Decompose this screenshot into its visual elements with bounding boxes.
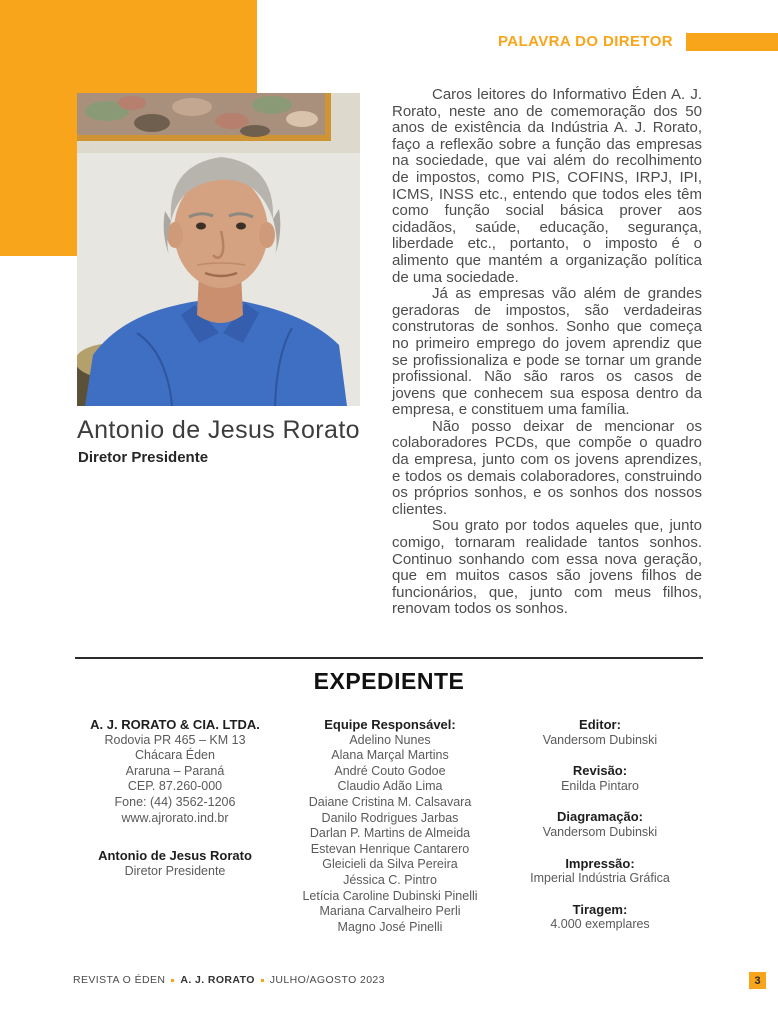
credit-value: Vandersom Dubinski bbox=[542, 732, 658, 747]
company-address-line: CEP. 87.260-000 bbox=[127, 779, 223, 794]
company-address-line: Chácara Éden bbox=[135, 748, 215, 763]
credit-revisao bbox=[505, 763, 695, 794]
decorative-header-bar bbox=[686, 33, 778, 51]
expediente-title: EXPEDIENTE bbox=[313, 668, 465, 694]
page-number-badge bbox=[749, 972, 766, 989]
company-info-column bbox=[70, 717, 280, 879]
director-name: Antonio de Jesus Rorato bbox=[98, 848, 252, 864]
team-member: Magno José Pinelli bbox=[337, 919, 443, 934]
portrait-photo bbox=[77, 93, 360, 406]
footer-separator-dot bbox=[171, 979, 174, 982]
credit-tiragem bbox=[505, 902, 695, 933]
team-member: Gleicieli da Silva Pereira bbox=[322, 857, 458, 872]
footer-brand: A. J. RORATO bbox=[180, 974, 255, 986]
section-divider bbox=[75, 657, 703, 659]
page-number: 3 bbox=[754, 974, 761, 987]
company-website: www.ajrorato.ind.br bbox=[121, 810, 229, 825]
credit-value: Vandersom Dubinski bbox=[542, 824, 658, 839]
paragraph: Sou grato por todos aqueles que, junto comigo, tornaram realidade tantos sonhos. Continuo sonhando com essa nova geração, que em muitos casos são jovens filhos de funcionários, que, junto com meus filhos, renovam todos os sonhos. bbox=[392, 517, 702, 618]
footer bbox=[73, 974, 385, 986]
caption-role: Diretor Presidente bbox=[78, 449, 209, 466]
company-address-line: Rodovia PR 465 – KM 13 bbox=[104, 732, 246, 747]
company-address-line: Araruna – Paraná bbox=[125, 763, 225, 778]
credit-value: Imperial Indústria Gráfica bbox=[530, 871, 670, 886]
team-member: Darlan P. Martins de Almeida bbox=[309, 826, 471, 841]
team-member: Mariana Carvalheiro Perli bbox=[319, 904, 461, 919]
tapestry-frame bbox=[77, 93, 331, 141]
credit-label: Revisão: bbox=[572, 763, 628, 779]
team-member: André Couto Godoe bbox=[334, 763, 446, 778]
portrait-illustration bbox=[77, 93, 360, 406]
credit-editor bbox=[505, 717, 695, 748]
credit-label: Diagramação: bbox=[557, 809, 643, 825]
footer-separator-dot bbox=[261, 979, 264, 982]
credits-column bbox=[505, 717, 695, 948]
credit-value: Enilda Pintaro bbox=[561, 778, 639, 793]
team-member: Letícia Caroline Dubinski Pinelli bbox=[302, 888, 478, 903]
team-member: Adelino Nunes bbox=[349, 732, 431, 747]
team-member: Daiane Cristina M. Calsavara bbox=[308, 794, 472, 809]
credit-value: 4.000 exemplares bbox=[550, 917, 650, 932]
team-title: Equipe Responsável: bbox=[324, 717, 456, 732]
paragraph: Caros leitores do Informativo Éden A. J. Rorato, neste ano de comemoração dos 50 anos de existência da Indústria A. J. Rorato, faço a reflexão sobre a função das empresas na sociedade, que vai além do recolhimento de impostos, como PIS, COFINS, IRPJ, IPI, ICMS, INSS etc., entendo que todos eles têm como função social básica prover aos cidadãos, saúde, educação, segurança, liberdade etc., portanto, o imposto é o alimento que mantém a organização política de uma sociedade. bbox=[392, 86, 702, 286]
credit-label: Impressão: bbox=[565, 855, 635, 871]
footer-magazine-name: REVISTA O ÉDEN bbox=[73, 974, 166, 986]
team-member: Claudio Adão Lima bbox=[337, 779, 443, 794]
section-title: PALAVRA DO DIRETOR bbox=[498, 33, 673, 50]
credit-label: Editor: bbox=[579, 717, 621, 732]
director-role: Diretor Presidente bbox=[124, 863, 226, 878]
team-member: Danilo Rodrigues Jarbas bbox=[321, 810, 459, 825]
credit-diagramacao bbox=[505, 809, 695, 840]
credit-label: Tiragem: bbox=[572, 901, 628, 917]
credit-impressao bbox=[505, 856, 695, 887]
team-member: Estevan Henrique Cantarero bbox=[310, 841, 470, 856]
team-member: Alana Marçal Martins bbox=[331, 748, 449, 763]
team-member: Jéssica C. Pintro bbox=[343, 872, 437, 887]
team-column bbox=[285, 717, 495, 935]
company-name: A. J. RORATO & CIA. LTDA. bbox=[90, 717, 260, 732]
article-body bbox=[392, 87, 702, 618]
caption-name: Antonio de Jesus Rorato bbox=[77, 416, 360, 444]
company-phone: Fone: (44) 3562-1206 bbox=[114, 794, 236, 809]
footer-issue-date: JULHO/AGOSTO 2023 bbox=[269, 974, 385, 986]
paragraph: Já as empresas vão além de grandes geradoras de impostos, são verdadeiras construtoras de sonhos. Sonho que começa no primeiro emprego do jovem aprendiz que se profissionaliza e pode se tornar um grande profissional. Não são raros os casos de jovens que conhecem sua esposa dentro da empresa, e constituem uma família. bbox=[392, 285, 702, 419]
paragraph: Não posso deixar de mencionar os colaboradores PCDs, que compõe o quadro da empresa, junto com os jovens aprendizes, e todos os demais colaboradores, construindo os próprios sonhos, e os sonhos dos nossos clientes. bbox=[392, 417, 702, 518]
